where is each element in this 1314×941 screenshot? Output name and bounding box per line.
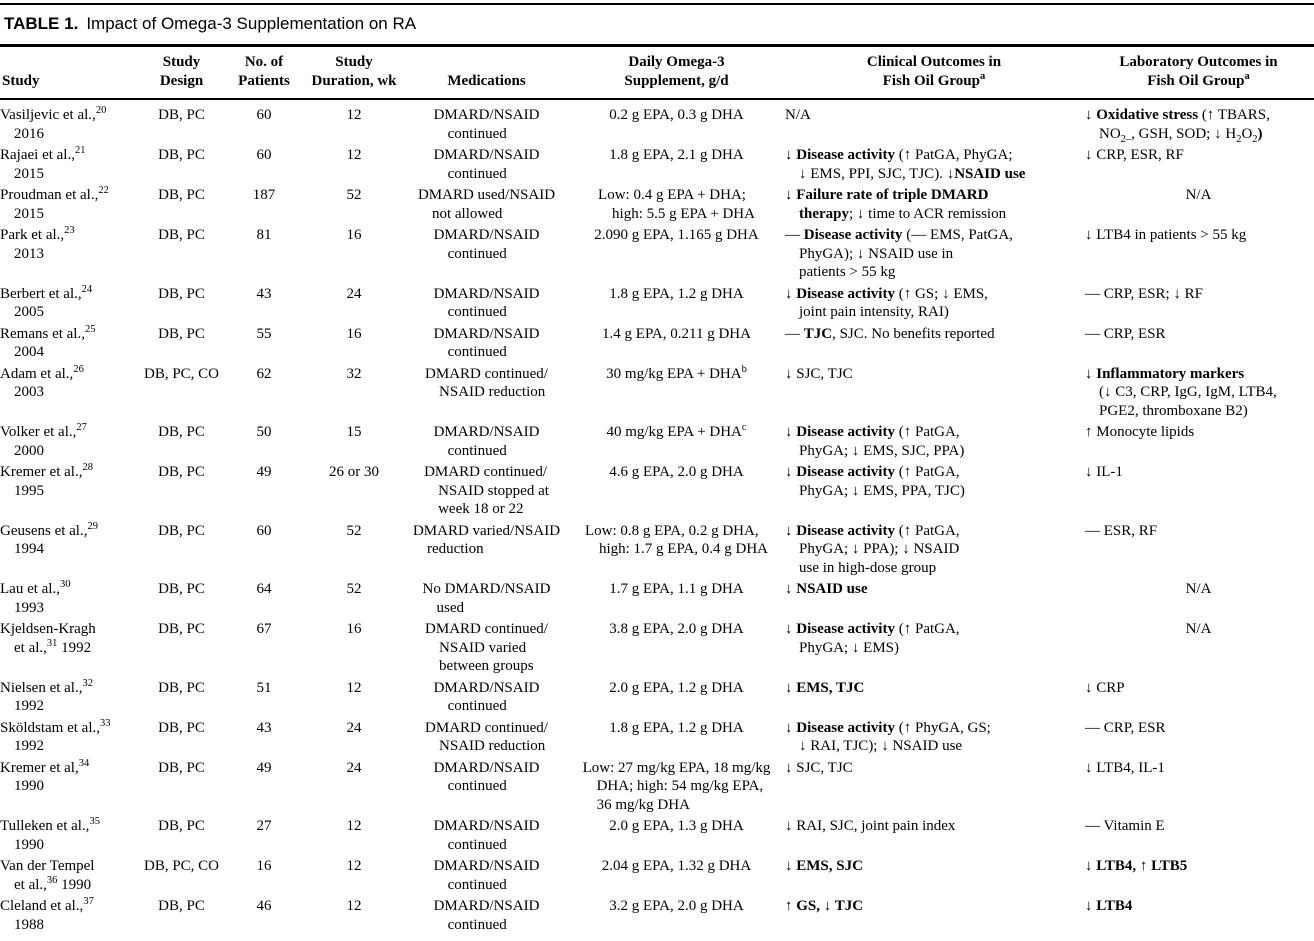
cell-design: DB, PC <box>158 424 205 440</box>
cell-laboratory: N/A <box>1185 621 1212 637</box>
cell-dose: 0.2 g EPA, 0.3 g DHA <box>609 107 744 123</box>
table-row <box>0 679 1314 719</box>
cell-study: Adam et al.,$^{26}$ 2003 <box>0 363 84 400</box>
cell-design: DB, PC <box>158 187 205 203</box>
cell-clinical: ↓ Disease activity (↑ PatGA, PhyGA; ↓ EMS, PPA, TJC) <box>785 464 965 499</box>
table-row <box>0 817 1314 857</box>
cell-clinical: ↓ SJC, TJC <box>785 365 853 382</box>
cell-duration: 24 <box>346 759 362 776</box>
table-row <box>0 285 1314 325</box>
cell-clinical: N/A <box>785 107 811 123</box>
cell-dose: 2.090 g EPA, 1.165 g DHA <box>594 227 759 243</box>
cell-clinical: ↓ Disease activity (↑ PatGA, PhyGA; ↓ EMS, PPI, SJC, TJC). ↓NSAID use <box>785 147 1026 182</box>
cell-medications: DMARD continued/ NSAID reduction <box>425 365 548 400</box>
column-header-duration: Study Duration, wk <box>305 47 405 99</box>
table-row <box>0 759 1314 818</box>
cell-clinical: ↓ EMS, SJC <box>785 858 863 874</box>
cell-medications: DMARD/NSAID continued <box>433 227 540 262</box>
cell-laboratory: — CRP, ESR; ↓ RF <box>1085 285 1203 302</box>
column-header-laboratory: Laboratory Outcomes in Fish Oil Group$^a$ <box>1085 47 1314 99</box>
column-header-patients: No. of Patients <box>225 47 305 99</box>
cell-clinical: ↓ Disease activity (↑ PatGA, PhyGA; ↓ PPA); ↓ NSAID use in high-dose group <box>785 522 960 576</box>
table-body <box>0 99 1314 937</box>
cell-laboratory: — Vitamin E <box>1085 818 1165 834</box>
cell-study: Volker et al.,$^{27}$ 2000 <box>0 422 87 459</box>
table-row <box>0 146 1314 186</box>
cell-duration: 12 <box>346 107 362 123</box>
cell-medications: DMARD/NSAID continued <box>433 759 540 794</box>
cell-dose: 3.2 g EPA, 2.0 g DHA <box>609 898 744 914</box>
cell-medications: DMARD/NSAID continued <box>433 898 540 933</box>
table-row <box>0 857 1314 897</box>
cell-medications: DMARD used/NSAID not allowed <box>417 187 556 222</box>
cell-patients: 64 <box>256 581 272 597</box>
table-row <box>0 463 1314 522</box>
cell-patients: 50 <box>256 424 272 440</box>
cell-laboratory: ↓ CRP <box>1085 679 1125 696</box>
cell-laboratory: ↓ LTB4 in patients > 55 kg <box>1085 227 1247 243</box>
cell-clinical: ↓ EMS, TJC <box>785 679 865 696</box>
cell-dose: 1.8 g EPA, 1.2 g DHA <box>609 285 744 302</box>
cell-design: DB, PC <box>158 325 205 342</box>
cell-laboratory: ↓ Inflammatory markers (↓ C3, CRP, IgG, IgM, LTB4, PGE2, thromboxane B2) <box>1085 365 1277 419</box>
omega3-ra-table <box>0 47 1314 937</box>
cell-clinical: ↓ Disease activity (↑ PhyGA, GS; ↓ RAI, TJC); ↓ NSAID use <box>785 719 991 754</box>
cell-patients: 60 <box>256 147 272 163</box>
cell-design: DB, PC, CO <box>143 858 220 874</box>
cell-study: Kremer et al.,$^{28}$ 1995 <box>0 462 93 499</box>
cell-dose: 2.0 g EPA, 1.2 g DHA <box>609 679 744 696</box>
table-caption <box>0 3 1314 47</box>
cell-study: Tulleken et al.,$^{35}$ 1990 <box>0 816 100 853</box>
cell-patients: 49 <box>256 464 272 480</box>
cell-patients: 187 <box>252 187 276 203</box>
column-header-study: Study <box>0 47 140 99</box>
cell-medications: DMARD/NSAID continued <box>433 325 540 360</box>
cell-clinical: ↓ Disease activity (↑ GS; ↓ EMS, joint pain intensity, RAI) <box>785 285 988 320</box>
cell-study: Vasiljevic et al.,$^{20}$ 2016 <box>0 105 107 142</box>
cell-duration: 16 <box>346 325 362 342</box>
cell-medications: DMARD/NSAID continued <box>433 147 540 182</box>
column-header-dose: Daily Omega-3 Supplement, g/d <box>570 47 785 99</box>
table-row <box>0 325 1314 365</box>
cell-duration: 26 or 30 <box>329 464 379 480</box>
cell-duration: 12 <box>346 858 362 874</box>
cell-design: DB, PC <box>158 285 205 302</box>
cell-clinical: ↓ RAI, SJC, joint pain index <box>785 818 956 834</box>
cell-clinical: ↓ Disease activity (↑ PatGA, PhyGA; ↓ EMS) <box>785 621 960 656</box>
cell-design: DB, PC <box>158 719 205 736</box>
cell-study: Rajaei et al.,$^{21}$ 2015 <box>0 145 86 182</box>
cell-duration: 52 <box>346 581 362 597</box>
cell-duration: 16 <box>346 227 362 243</box>
cell-study: Kremer et al,$^{34}$ 1990 <box>0 757 90 794</box>
cell-medications: DMARD/NSAID continued <box>433 424 540 459</box>
cell-dose: 1.8 g EPA, 2.1 g DHA <box>609 147 744 163</box>
cell-clinical: ↑ GS, ↓ TJC <box>785 898 864 914</box>
cell-medications: DMARD/NSAID continued <box>433 107 540 142</box>
cell-duration: 12 <box>346 147 362 163</box>
table-row <box>0 99 1314 146</box>
cell-study: Park et al.,$^{23}$ 2013 <box>0 225 75 262</box>
cell-design: DB, PC <box>158 898 205 914</box>
cell-patients: 67 <box>256 621 272 637</box>
table-row <box>0 186 1314 226</box>
cell-dose: 2.0 g EPA, 1.3 g DHA <box>609 818 744 834</box>
cell-study: Nielsen et al.,$^{32}$ 1992 <box>0 677 93 714</box>
cell-medications: DMARD continued/ NSAID reduction <box>425 719 548 754</box>
cell-medications: DMARD continued/ NSAID varied between groups <box>425 621 548 674</box>
cell-patients: 46 <box>256 898 272 914</box>
cell-dose: Low: 0.4 g EPA + DHA; high: 5.5 g EPA + DHA <box>598 187 755 222</box>
cell-design: DB, PC <box>158 522 205 539</box>
cell-laboratory: ↓ Oxidative stress (↑ TBARS, $NO_{2-}$, GSH, SOD; ↓ $H_2O_2$) <box>1085 107 1270 145</box>
cell-medications: DMARD/NSAID continued <box>433 818 540 853</box>
table-row <box>0 719 1314 759</box>
cell-duration: 24 <box>346 285 362 302</box>
cell-study: Van der Tempel et al.,$^{36}$ 1990 <box>0 858 95 893</box>
cell-dose: 30 mg/kg EPA + $DHA^b$ <box>606 363 747 382</box>
cell-study: Lau et al.,$^{30}$ 1993 <box>0 579 71 616</box>
cell-design: DB, PC <box>158 759 205 776</box>
cell-patients: 62 <box>256 365 272 382</box>
column-header-medications: Medications <box>405 47 570 99</box>
cell-duration: 15 <box>346 424 362 440</box>
table-row <box>0 897 1314 937</box>
cell-dose: Low: 27 mg/kg EPA, 18 mg/kg DHA; high: 54 mg/kg EPA, 36 mg/kg DHA <box>582 759 771 813</box>
cell-medications: DMARD varied/NSAID reduction <box>412 522 561 557</box>
cell-clinical: ↓ Failure rate of triple DMARD therapy; ↓ time to ACR remission <box>785 187 1007 222</box>
cell-laboratory: N/A <box>1185 187 1212 203</box>
cell-dose: Low: 0.8 g EPA, 0.2 g DHA, high: 1.7 g EPA, 0.4 g DHA <box>584 522 769 557</box>
cell-study: Sköldstam et al.,$^{33}$ 1992 <box>0 717 111 754</box>
table-row <box>0 580 1314 620</box>
cell-duration: 12 <box>346 679 362 696</box>
cell-dose: 4.6 g EPA, 2.0 g DHA <box>609 464 744 480</box>
cell-laboratory: N/A <box>1185 581 1212 597</box>
cell-design: DB, PC <box>158 621 205 637</box>
cell-study: Kjeldsen-Kragh et al.,$^{31}$ 1992 <box>0 621 96 656</box>
cell-laboratory: ↑ Monocyte lipids <box>1085 424 1195 440</box>
cell-dose: 1.7 g EPA, 1.1 g DHA <box>609 581 744 597</box>
cell-medications: DMARD/NSAID continued <box>433 858 540 893</box>
cell-design: DB, PC <box>158 227 205 243</box>
cell-medications: DMARD/NSAID continued <box>433 285 540 320</box>
cell-laboratory: — CRP, ESR <box>1085 325 1166 342</box>
table-caption-text: Impact of Omega-3 Supplementation on RA <box>86 14 417 33</box>
cell-design: DB, PC <box>158 464 205 480</box>
cell-clinical: — TJC, SJC. No benefits reported <box>785 325 995 342</box>
cell-clinical: ↓ NSAID use <box>785 581 868 597</box>
table-row <box>0 423 1314 463</box>
cell-dose: 2.04 g EPA, 1.32 g DHA <box>601 858 752 874</box>
table-row <box>0 365 1314 424</box>
cell-dose: 40 mg/kg EPA + $DHA^c$ <box>606 422 747 440</box>
cell-patients: 51 <box>256 679 272 696</box>
cell-duration: 12 <box>346 818 362 834</box>
cell-clinical: — Disease activity (— EMS, PatGA, PhyGA); ↓ NSAID use in patients > 55 kg <box>785 227 1013 280</box>
cell-clinical: ↓ SJC, TJC <box>785 759 853 776</box>
cell-laboratory: ↓ LTB4 <box>1085 898 1133 914</box>
cell-patients: 27 <box>256 818 272 834</box>
column-header-clinical: Clinical Outcomes in Fish Oil Group$^a$ <box>785 47 1085 99</box>
cell-design: DB, PC, CO <box>143 365 220 382</box>
cell-study: Proudman et al.,$^{22}$ 2015 <box>0 185 109 222</box>
cell-duration: 52 <box>346 187 362 203</box>
cell-medications: DMARD/NSAID continued <box>433 679 540 714</box>
cell-study: Berbert et al.,$^{24}$ 2005 <box>0 283 93 320</box>
cell-duration: 16 <box>346 621 362 637</box>
cell-clinical: ↓ Disease activity (↑ PatGA, PhyGA; ↓ EMS, SJC, PPA) <box>785 424 965 459</box>
cell-design: DB, PC <box>158 818 205 834</box>
cell-laboratory: — ESR, RF <box>1085 522 1158 539</box>
cell-study: Geusens et al.,$^{29}$ 1994 <box>0 520 98 557</box>
cell-patients: 60 <box>256 522 272 539</box>
table-row <box>0 522 1314 581</box>
cell-duration: 12 <box>346 898 362 914</box>
cell-patients: 55 <box>256 325 272 342</box>
cell-dose: 1.8 g EPA, 1.2 g DHA <box>609 719 744 736</box>
table-row <box>0 620 1314 679</box>
cell-laboratory: — CRP, ESR <box>1085 719 1166 736</box>
cell-laboratory: ↓ IL-1 <box>1085 464 1123 480</box>
table-row <box>0 226 1314 285</box>
cell-design: DB, PC <box>158 107 205 123</box>
cell-duration: 52 <box>346 522 362 539</box>
cell-duration: 24 <box>346 719 362 736</box>
cell-patients: 43 <box>256 285 272 302</box>
cell-patients: 43 <box>256 719 272 736</box>
cell-patients: 81 <box>256 227 272 243</box>
cell-design: DB, PC <box>158 581 205 597</box>
cell-dose: 1.4 g EPA, 0.211 g DHA <box>602 325 751 342</box>
cell-patients: 49 <box>256 759 272 776</box>
cell-design: DB, PC <box>158 147 205 163</box>
cell-laboratory: ↓ LTB4, ↑ LTB5 <box>1085 858 1188 874</box>
cell-patients: 16 <box>256 858 272 874</box>
header-row <box>0 47 1314 99</box>
cell-dose: 3.8 g EPA, 2.0 g DHA <box>609 621 744 637</box>
cell-medications: DMARD continued/ NSAID stopped at week 18 or 22 <box>424 464 549 517</box>
table-header <box>0 47 1314 99</box>
cell-study: Remans et al.,$^{25}$ 2004 <box>0 323 96 360</box>
cell-medications: No DMARD/NSAID used <box>422 581 551 616</box>
column-header-design: Study Design <box>140 47 225 99</box>
cell-duration: 32 <box>346 365 362 382</box>
table-caption-label: TABLE 1. <box>4 14 79 33</box>
cell-patients: 60 <box>256 107 272 123</box>
cell-design: DB, PC <box>158 679 205 696</box>
cell-laboratory: ↓ CRP, ESR, RF <box>1085 147 1184 163</box>
cell-laboratory: ↓ LTB4, IL-1 <box>1085 759 1165 776</box>
cell-study: Cleland et al.,$^{37}$ 1988 <box>0 896 94 933</box>
